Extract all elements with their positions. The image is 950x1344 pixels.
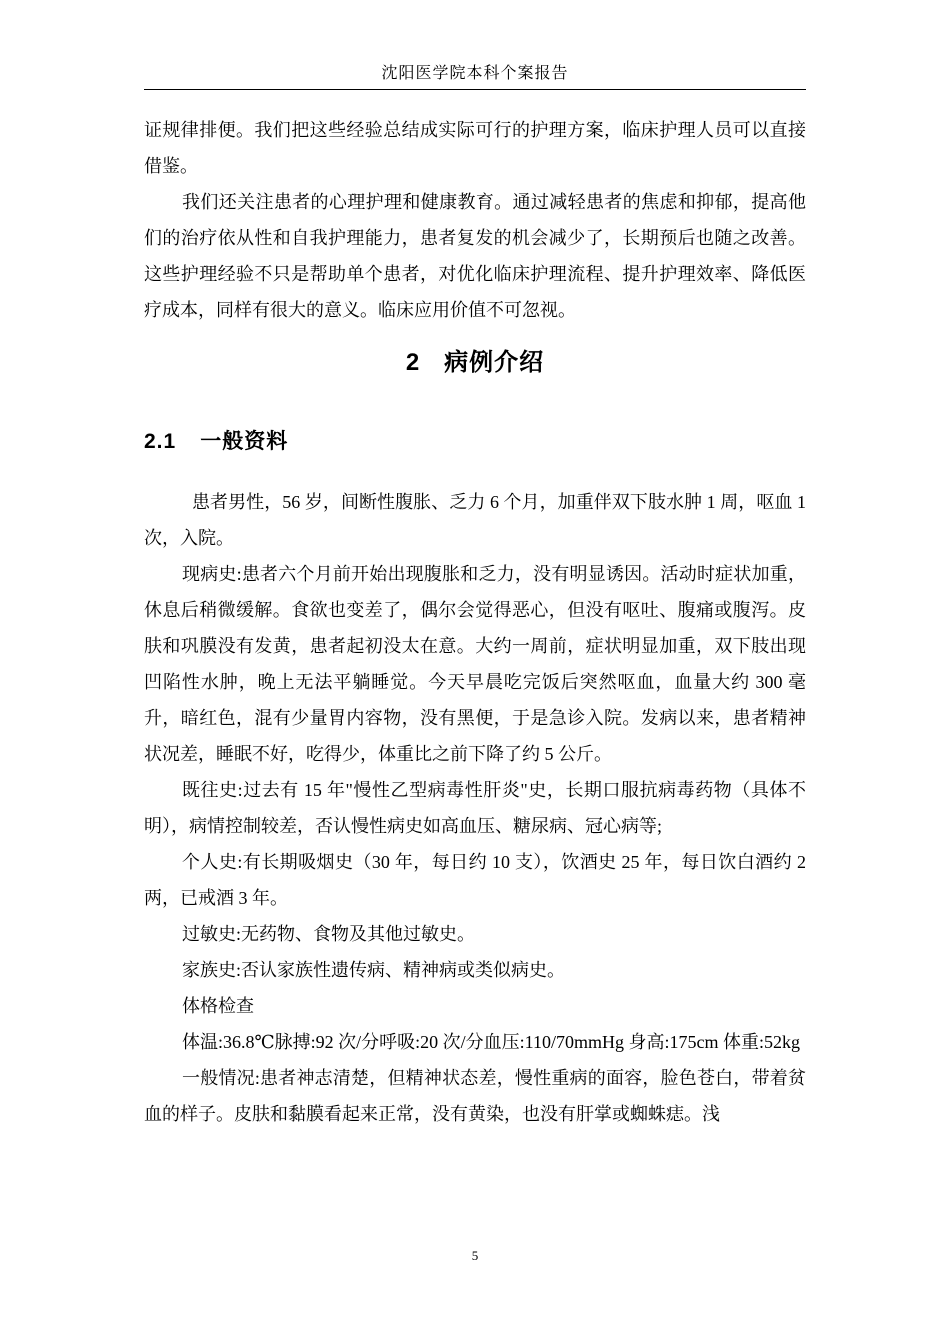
subsection-heading-2-1 <box>144 422 806 484</box>
paragraph-physical-exam-label: 体格检查 <box>182 996 254 1016</box>
paragraph-personal-history: 个人史:有长期吸烟史（30 年，每日约 10 支），饮酒史 25 年，每日饮白酒约 2 两，已戒酒 3 年。 <box>144 852 806 908</box>
paragraph-chief-complaint: 患者男性，56 岁，间断性腹胀、乏力 6 个月，加重伴双下肢水肿 1 周，呕血 1 次，入院。 <box>144 492 806 548</box>
paragraph-continuation: 证规律排便。我们把这些经验总结成实际可行的护理方案，临床护理人员可以直接借鉴。 <box>144 120 806 176</box>
page-header: 沈阳医学院本科个案报告 <box>144 60 806 90</box>
paragraph-psychological-care: 我们还关注患者的心理护理和健康教育。通过减轻患者的焦虑和抑郁，提高他们的治疗依从性和自我护理能力，患者复发的机会减少了，长期预后也随之改善。这些护理经验不只是帮助单个患者，对优化临床护理流程、提升护理效率、降低医疗成本，同样有很大的意义。临床应用价值不可忽视。 <box>144 192 806 320</box>
paragraph-past-history: 既往史:过去有 15 年"慢性乙型病毒性肝炎"史，长期口服抗病毒药物（具体不明），病情控制较差，否认慢性病史如高血压、糖尿病、冠心病等; <box>144 780 806 836</box>
paragraph-allergy-history: 过敏史:无药物、食物及其他过敏史。 <box>182 924 475 944</box>
paragraph-present-illness: 现病史:患者六个月前开始出现腹胀和乏力，没有明显诱因。活动时症状加重，休息后稍微缓解。食欲也变差了，偶尔会觉得恶心，但没有呕吐、腹痛或腹泻。皮肤和巩膜没有发黄，患者起初没太在意。大约一周前，症状明显加重，双下肢出现凹陷性水肿，晚上无法平躺睡觉。今天早晨吃完饭后突然呕血，血量大约 300 毫升，暗红色，混有少量胃内容物，没有黑便，于是急诊入院。发病以来，患者精神状况差，睡眠不好，吃得少，体重比之前下降了约 5 公斤。 <box>144 564 806 764</box>
paragraph-family-history: 家族史:否认家族性遗传病、精神病或类似病史。 <box>182 960 565 980</box>
subsection-title: 一般资料 <box>200 430 289 453</box>
page-body <box>144 112 806 1132</box>
subsection-number: 2.1 <box>144 430 177 453</box>
paragraph-general-condition: 一般情况:患者神志清楚，但精神状态差，慢性重病的面容，脸色苍白，带着贫血的样子。皮肤和黏膜看起来正常，没有黄染，也没有肝掌或蜘蛛痣。浅 <box>144 1068 806 1124</box>
section-title: 病例介绍 <box>444 349 545 376</box>
page-number: 5 <box>471 1248 479 1263</box>
paragraph-vital-signs: 体温:36.8℃脉搏:92 次/分呼吸:20 次/分血压:110/70mmHg 身高:175cm 体重:52kg <box>182 1032 800 1052</box>
section-heading-2 <box>144 338 806 392</box>
section-number: 2 <box>405 349 421 376</box>
